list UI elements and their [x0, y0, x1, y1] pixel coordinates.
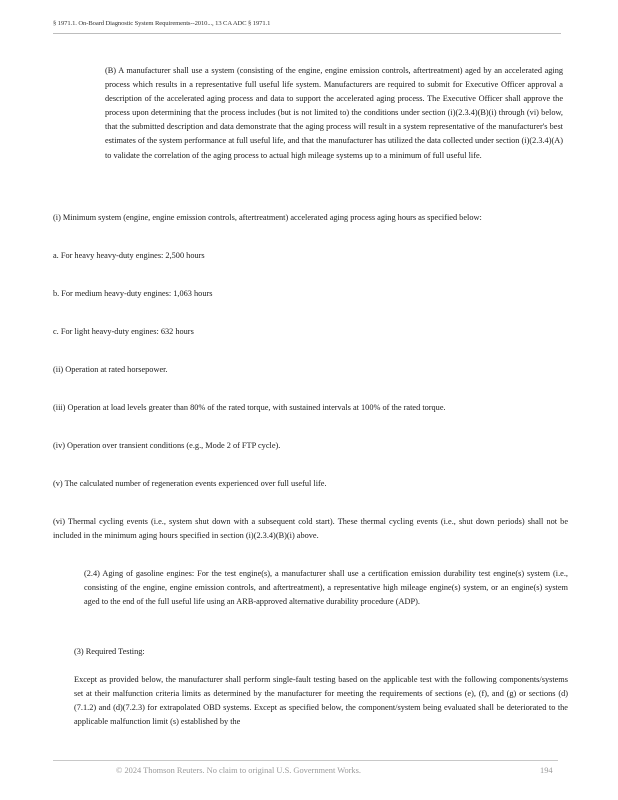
- item-b: b. For medium heavy-duty engines: 1,063 hours: [53, 289, 213, 298]
- paragraph-3: Except as provided below, the manufacturer shall perform single-fault testing based on the applicable test with the following components/systems set at their malfunction criteria limits as determined by the manufacturer for meeting the requirements of sections (e), (f), and (g) or sections (d)(7.1.2) and (d)(7.2.3) for extrapolated OBD systems. Except as specified below, the component/system being evaluated shall be deteriorated to the applicable malfunction limit (s) established by the: [74, 675, 568, 727]
- item-iii: (iii) Operation at load levels greater than 80% of the rated torque, with sustained intervals at 100% of the rated torque.: [53, 403, 446, 412]
- item-c: c. For light heavy-duty engines: 632 hours: [53, 327, 194, 336]
- paragraph-b: (B) A manufacturer shall use a system (consisting of the engine, engine emission controls, aftertreatment) aged by an accelerated aging process which results in a representative full useful life system. Manufacturers are required to submit for Executive Officer approval a description of the accelerated aging process and data to support the accelerated aging process. The Executive Officer shall approve the process upon determining that the process includes (but is not limited to) the conditions under section (i)(2.3.4)(B)(i) through (vi) below, that the submitted description and data demonstrate that the aging process will result in a system representative of the manufacturer's best estimates of the system performance at full useful life, and that the manufacturer has utilized the data collected under section (i)(2.3.4)(A) to validate the correlation of the aging process to actual high mileage systems up to a minimum of full useful life.: [105, 66, 563, 160]
- item-i: (i) Minimum system (engine, engine emission controls, aftertreatment) accelerated aging process aging hours as specified below:: [53, 213, 482, 222]
- item-vi: (vi) Thermal cycling events (i.e., system shut down with a subsequent cold start). These thermal cycling events (i.e., shut down periods) shall not be included in the minimum aging hours specified in section (i)(2.3.4)(B)(i) above.: [53, 517, 568, 541]
- header-divider: [53, 33, 561, 34]
- item-ii: (ii) Operation at rated horsepower.: [53, 365, 168, 374]
- page-number: 194: [540, 766, 553, 775]
- footer-copyright: © 2024 Thomson Reuters. No claim to original U.S. Government Works.: [116, 766, 361, 775]
- heading-required-testing: (3) Required Testing:: [74, 647, 145, 656]
- item-a: a. For heavy heavy-duty engines: 2,500 hours: [53, 251, 205, 260]
- item-v: (v) The calculated number of regeneration events experienced over full useful life.: [53, 479, 327, 488]
- paragraph-2-4: (2.4) Aging of gasoline engines: For the test engine(s), a manufacturer shall use a certification emission durability test engine(s) system (i.e., consisting of the engine, engine emission controls, and aftertreatment), a representative high mileage engine(s) system, or an engine(s) system aged to the end of the full useful life using an ARB-approved alternative durability procedure (ADP).: [84, 569, 568, 607]
- footer-divider: [53, 760, 558, 761]
- running-head: § 1971.1. On-Board Diagnostic System Requirements--2010..., 13 CA ADC § 1971.1: [53, 20, 271, 27]
- item-iv: (iv) Operation over transient conditions (e.g., Mode 2 of FTP cycle).: [53, 441, 281, 450]
